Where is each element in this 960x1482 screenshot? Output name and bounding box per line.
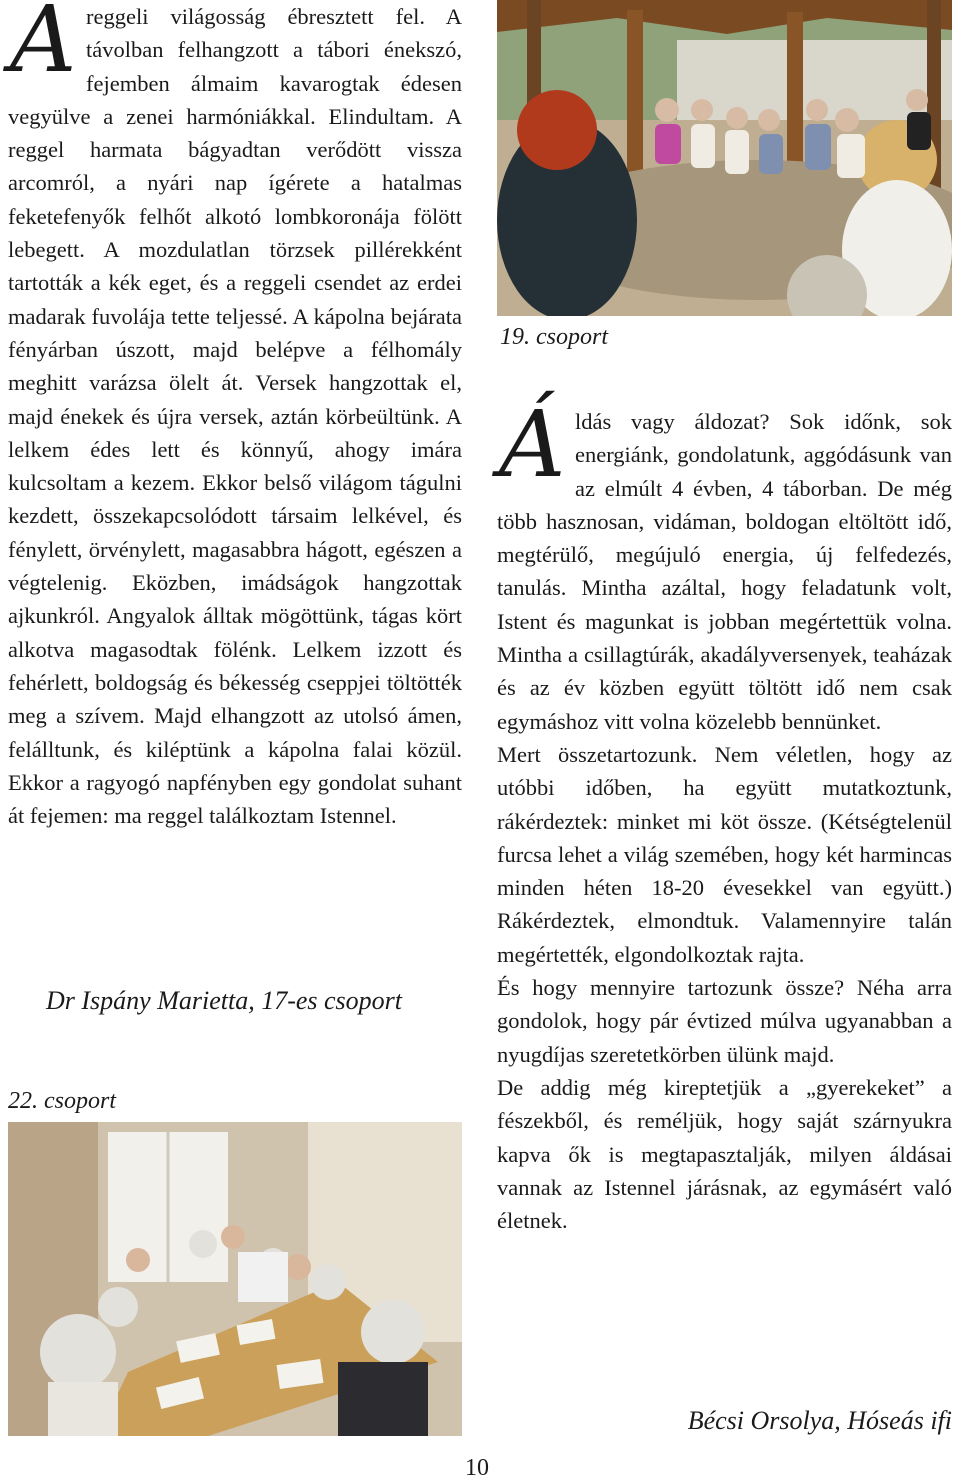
group-19-photo-illustration	[497, 0, 952, 316]
dropcap-right: Á	[499, 391, 566, 498]
article-right-paragraph-1: ldás vagy áldozat? Sok időnk, sok energiánk, gondolatunk, aggódásunk van az elmúlt 4 évben, 4 táborban. De még több hasznosan, vidáman, boldogan eltöltött idő, megtérülő, megújuló energia, új felfedezés, tanulás. Mintha azáltal, hogy feladatunk volt, Istent és magunkat is jobban megértettük volna. Mintha a csillagtúrák, akadályversenyek, teaházak és az év közben együtt töltött idő nem csak egymáshoz vitt volna közelebb bennünket.	[497, 409, 952, 734]
signature-right: Bécsi Orsolya, Hóseás ifi	[687, 1406, 952, 1435]
article-left-body	[8, 0, 462, 832]
caption-group-19: 19. csoport	[500, 324, 608, 350]
article-right-body	[497, 391, 952, 738]
group-22-photo	[8, 1122, 462, 1436]
article-right-paragraph-3: És hogy mennyire tartozunk össze? Néha arra gondolok, hogy pár évtized múlva ugyanabban a nyugdíjas szeretetkörben ülünk majd.	[497, 975, 952, 1067]
group-22-photo-illustration	[8, 1122, 462, 1436]
article-left	[8, 0, 462, 832]
caption-group-22: 22. csoport	[8, 1088, 116, 1114]
article-right-paragraph-2: Mert összetartozunk. Nem véletlen, hogy az utóbbi időben, ha együtt mutatkoztunk, rákérdeztek: minket mi köt össze. (Kétségtelenül furcsa lehet a világ szemében, hogy két harmincas minden héten 18-20 évesekkel van együtt.) Rákérdeztek, elmondtuk. Valamennyire talán megértették, elgondolkoztak rajta.	[497, 741, 952, 967]
group-19-photo	[497, 0, 952, 316]
article-right-paragraph-4: De addig még kireptetjük a „gyerekeket” a fészekből, és reméljük, hogy saját szárnyukra kapva ők is megtapasztalják, milyen áldásai vannak az Istennel járásnak, az egymásért való életnek.	[497, 1074, 952, 1234]
article-right	[497, 391, 952, 1237]
article-left-text: reggeli világosság ébresztett fel. A távolban felhangzott a tábori énekszó, fejemben álmaim kavarogtak édesen vegyülve a zenei harmóniákkal. Elindultam. A reggel harmata bágyadtan verődött vissza arcomról, a nyári nap ígérete a hatalmas feketefenyők felhőt alkotó lombkoronája fölött lebegett. A mozdulatlan törzsek pillérekként tartották a kék eget, és a reggeli csendet az erdei madarak fuvolája tette teljessé. A kápolna bejárata fényárban úszott, majd belépve a félhomály meghitt varázsa ölelt át. Versek hangzottak el, majd énekek és újra versek, aztán körbeültünk. A lelkem édes lett és könnyű, ahogy imára kulcsoltam a kezem. Ekkor belső világom tágulni kezdett, összekapcsolódott társaim lelkével, és fénylett, örvénylett, magasabbra hágott, egészen a végtelenig. Eközben, imádságok hangzottak ajkunkról. Angyalok álltak mögöttünk, tágas kört alkotva magasodtak fölénk. Lelkem izzott és fehérlett, boldogság és békesség cseppjei töltötték meg a szívem. Majd elhangzott az utolsó ámen, felálltunk, és kiléptünk a kápolna falai közül. Ekkor a ragyogó napfényben egy gondolat suhant át fejemen: ma reggel találkoztam Istennel.	[8, 4, 462, 829]
page-number: 10	[465, 1455, 489, 1481]
signature-left: Dr Ispány Marietta, 17-es csoport	[46, 986, 403, 1015]
dropcap-left: A	[10, 0, 77, 93]
